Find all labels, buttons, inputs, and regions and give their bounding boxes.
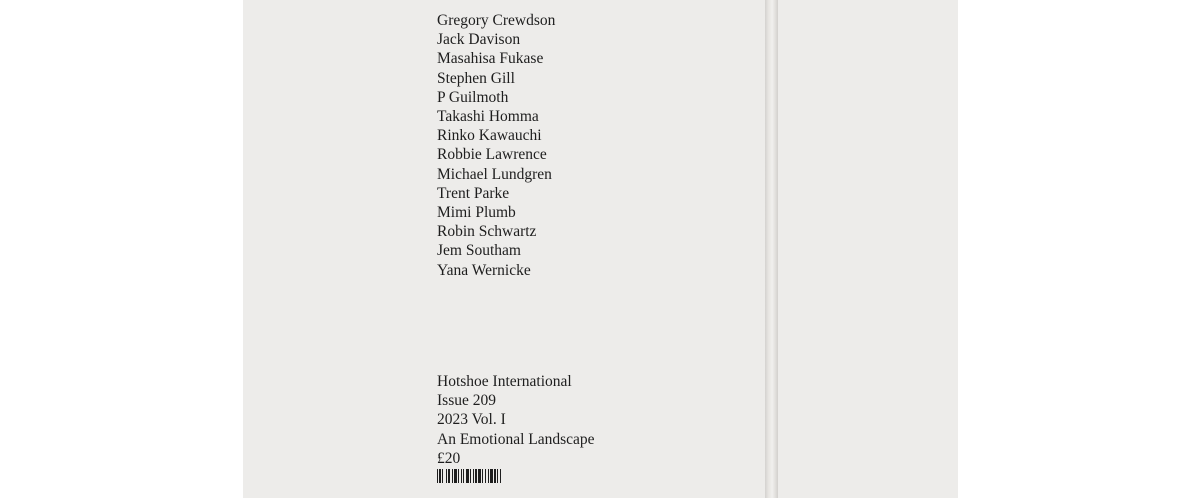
barcode-bar bbox=[482, 469, 483, 483]
barcode-bar bbox=[439, 469, 441, 483]
barcode-bar bbox=[497, 469, 498, 483]
barcode-bar bbox=[466, 469, 469, 483]
barcode-bar bbox=[470, 469, 471, 483]
barcode-bar bbox=[448, 469, 450, 483]
barcode-bar bbox=[458, 469, 459, 483]
contributor-name: Rinko Kawauchi bbox=[437, 127, 542, 145]
barcode-bar bbox=[490, 469, 493, 483]
contributor-name: Takashi Homma bbox=[437, 108, 539, 126]
barcode-bar bbox=[452, 469, 453, 483]
magazine-spine bbox=[765, 0, 778, 498]
magazine-title: Hotshoe International bbox=[437, 373, 572, 390]
barcode-bar bbox=[446, 469, 447, 483]
barcode-icon bbox=[437, 469, 523, 483]
barcode-bar bbox=[485, 469, 486, 483]
contributor-name: Trent Parke bbox=[437, 184, 510, 202]
contributor-name: Michael Lundgren bbox=[437, 165, 552, 183]
contributor-name: Yana Wernicke bbox=[437, 261, 531, 279]
magazine-back-cover bbox=[778, 0, 958, 498]
issue-number: Issue 209 bbox=[437, 392, 496, 410]
contributor-name: Stephen Gill bbox=[437, 69, 515, 87]
contributor-name: Robin Schwartz bbox=[437, 223, 537, 241]
barcode-bar bbox=[494, 469, 496, 483]
barcode-bar bbox=[475, 469, 477, 483]
barcode-bar bbox=[488, 469, 489, 483]
barcode-bar bbox=[442, 469, 443, 483]
contributor-name: P Guilmoth bbox=[437, 88, 509, 106]
contributor-name: Jem Southam bbox=[437, 242, 521, 260]
issue-theme: An Emotional Landscape bbox=[437, 430, 595, 448]
barcode-bar bbox=[454, 469, 457, 483]
colophon bbox=[437, 372, 595, 468]
contributor-name: Robbie Lawrence bbox=[437, 146, 547, 164]
contributor-name: Mimi Plumb bbox=[437, 204, 516, 222]
barcode-bar bbox=[500, 469, 501, 483]
barcode-bar bbox=[461, 469, 462, 483]
volume-label: 2023 Vol. I bbox=[437, 411, 506, 429]
contributor-list bbox=[437, 11, 555, 280]
barcode-bar bbox=[478, 469, 481, 483]
price-label: £20 bbox=[437, 449, 461, 467]
contributor-name: Masahisa Fukase bbox=[437, 50, 544, 68]
contributor-name: Gregory Crewdson bbox=[437, 12, 556, 29]
contributor-name: Jack Davison bbox=[437, 31, 521, 49]
barcode-bar bbox=[473, 469, 474, 483]
barcode-bar bbox=[463, 469, 464, 483]
barcode-bar bbox=[437, 469, 438, 483]
